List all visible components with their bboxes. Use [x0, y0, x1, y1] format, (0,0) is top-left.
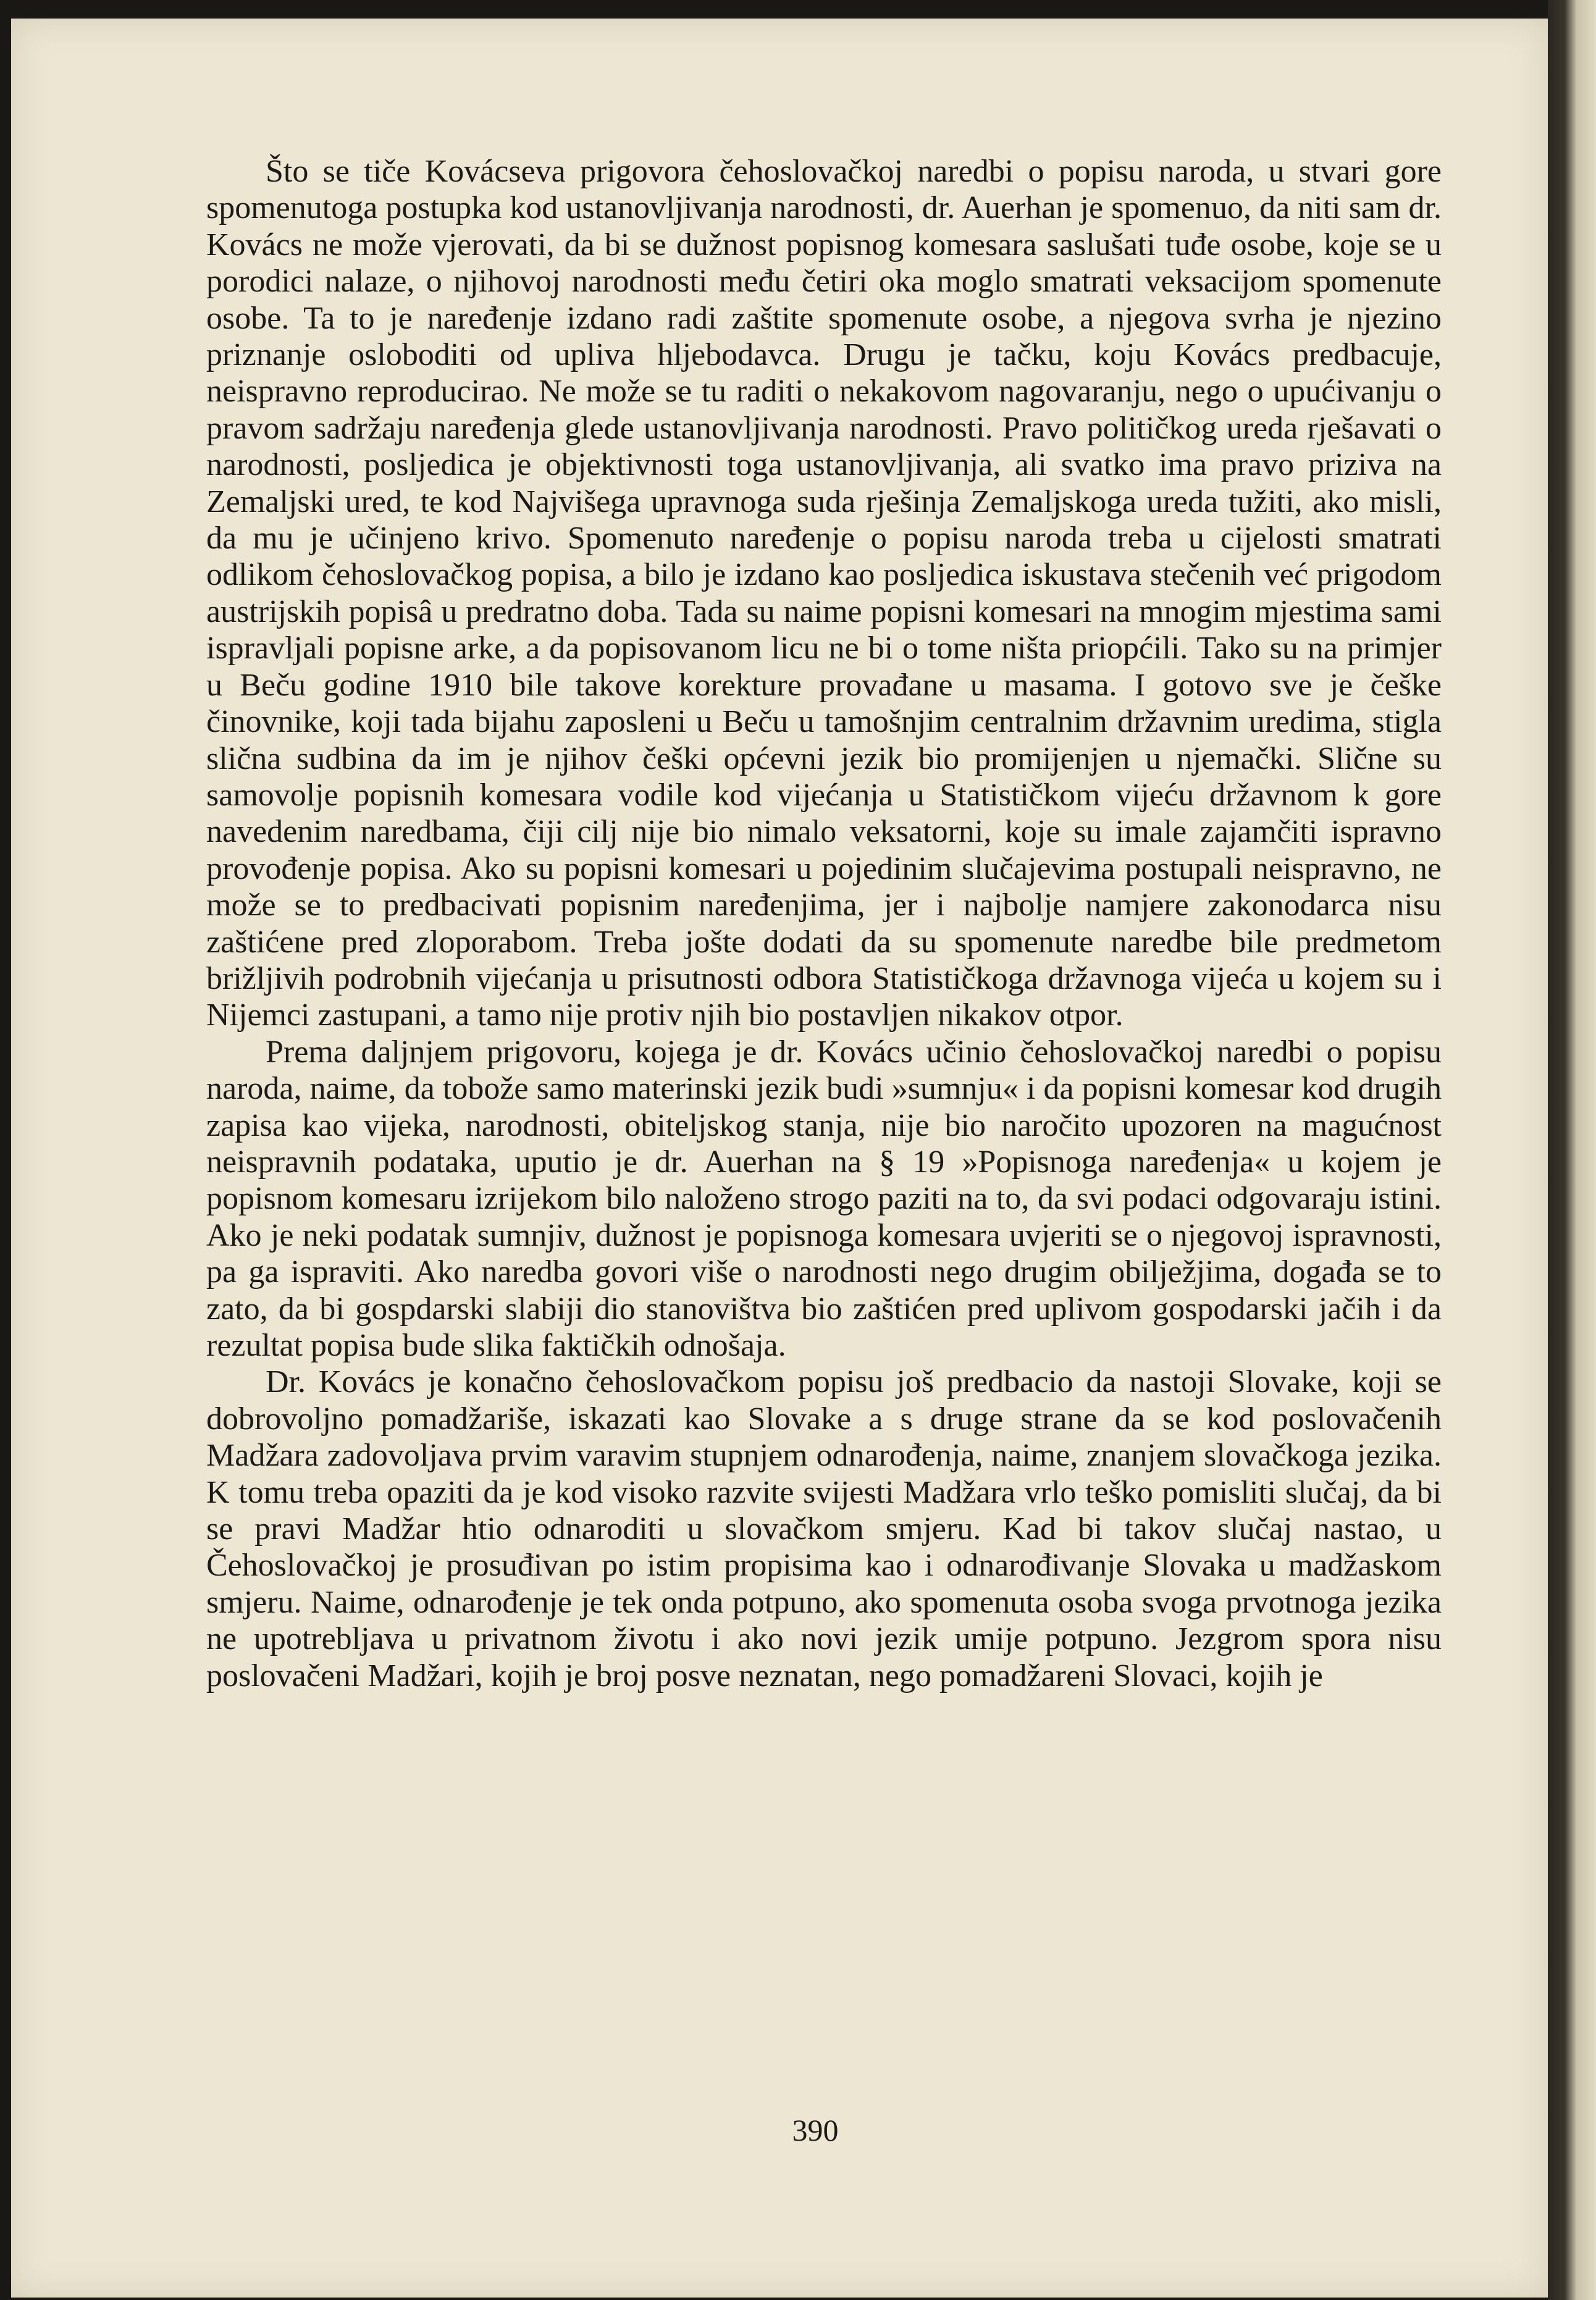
paragraph-1: Što se tiče Kovácseva prigovora čehoslovačkoj naredbi o popisu naroda, u stvari gore spomenutoga postupka kod ustanovljivanja narodnosti, dr. Auerhan je spomenuo, da niti sam dr. Kovács ne može vjerovati, da bi se dužnost popisnog komesara saslušati tuđe osobe, koje se u porodici nalaze, o njihovoj narodnosti među četiri oka moglo smatrati veksacijom spomenute osobe. Ta to je naređenje izdano radi zaštite spomenute osobe, a njegova svrha je njezino priznanje osloboditi od upliva hljebodavca. Drugu je tačku, koju Kovács predbacuje, neispravno reproducirao. Ne može se tu raditi o nekakovom nagovaranju, nego o upućivanju o pravom sadržaju naređenja glede ustanovljivanja narodnosti. Pravo političkog ureda rješavati o narodnosti, posljedica je objektivnosti toga ustanovljivanja, ali svatko ima pravo priziva na Zemaljski ured, te kod Najvišega upravnoga suda rješinja Zemaljskoga ureda tužiti, ako misli, da mu je učinjeno krivo. Spomenuto naređenje o popisu naroda treba u cijelosti smatrati odlikom čehoslovačkog popisa, a bilo je izdano kao posljedica iskustava stečenih već prigodom austrijskih popisâ u predratno doba. Tada su naime popisni komesari na mnogim mjestima sami ispravljali popisne arke, a da popisovanom licu ne bi o tome ništa priopćili. Tako su na primjer u Beču godine 1910 bile takove korekture provađane u masama. I gotovo sve je češke činovnike, koji tada bijahu zaposleni u Beču u tamošnjim centralnim državnim uredima, stigla slična sudbina da im je njihov češki općevni jezik bio promijenjen u njemački. Slične su samovolje popisnih komesara vodile kod vijećanja u Statističkom vijeću državnom k gore navedenim naredbama, čiji cilj nije bio nimalo veksatorni, koje su imale zajamčiti ispravno provođenje popisa. Ako su popisni komesari u pojedinim slučajevima postupali neispravno, ne može se to predbacivati popisnim naređenjima, jer i najbolje namjere zakonodarca nisu zaštićene pred zloporabom. Treba jošte dodati da su spomenute naredbe bile predmetom brižljivih podrobnih vijećanja u prisutnosti odbora Statističkoga državnoga vijeća u kojem su i Nijemci zastupani, a tamo nije protiv njih bio postavljen nikakov otpor.	[206, 154, 1442, 1033]
book-page	[11, 19, 1552, 2298]
book-spine-edge	[1548, 0, 1596, 2300]
body-text	[206, 153, 1442, 1694]
page-number: 390	[792, 2113, 839, 2147]
paragraph-2: Prema daljnjem prigovoru, kojega je dr. Kovács učinio čehoslovačkoj naredbi o popisu naroda, naime, da tobože samo materinski jezik budi »sumnju« i da popisni komesar kod drugih zapisa kao vijeka, narodnosti, obiteljskog stanja, nije bio naročito upozoren na magućnost neispravnih podataka, uputio je dr. Auerhan na § 19 »Popisnoga naređenja« u kojem je popisnom komesaru izrijekom bilo naloženo strogo paziti na to, da svi podaci odgovaraju istini. Ako je neki podatak sumnjiv, dužnost je popisnoga komesara uvjeriti se o njegovoj ispravnosti, pa ga ispraviti. Ako naredba govori više o narodnosti nego drugim obilježjima, događa se to zato, da bi gospdarski slabiji dio stanovištva bio zaštićen pred uplivom gospodarski jačih i da rezultat popisa bude slika faktičkih odnošaja.	[206, 1034, 1442, 1363]
paragraph-3: Dr. Kovács je konačno čehoslovačkom popisu još predbacio da nastoji Slovake, koji se dobrovoljno pomadžariše, iskazati kao Slovake a s druge strane da se kod poslovačenih Madžara zadovoljava prvim varavim stupnjem odnarođenja, naime, znanjem slovačkoga jezika. K tomu treba opaziti da je kod visoko razvite svijesti Madžara vrlo teško pomisliti slučaj, da bi se pravi Madžar htio odnaroditi u slovačkom smjeru. Kad bi takov slučaj nastao, u Čehoslovačkoj je prosuđivan po istim propisima kao i odnarođivanje Slovaka u madžaskom smjeru. Naime, odnarođenje je tek onda potpuno, ako spomenuta osoba svoga prvotnoga jezika ne upotrebljava u privatnom životu i ako novi jezik umije potpuno. Jezgrom spora nisu poslovačeni Madžari, kojih je broj posve neznatan, nego pomadžareni Slovaci, kojih je	[206, 1364, 1442, 1694]
